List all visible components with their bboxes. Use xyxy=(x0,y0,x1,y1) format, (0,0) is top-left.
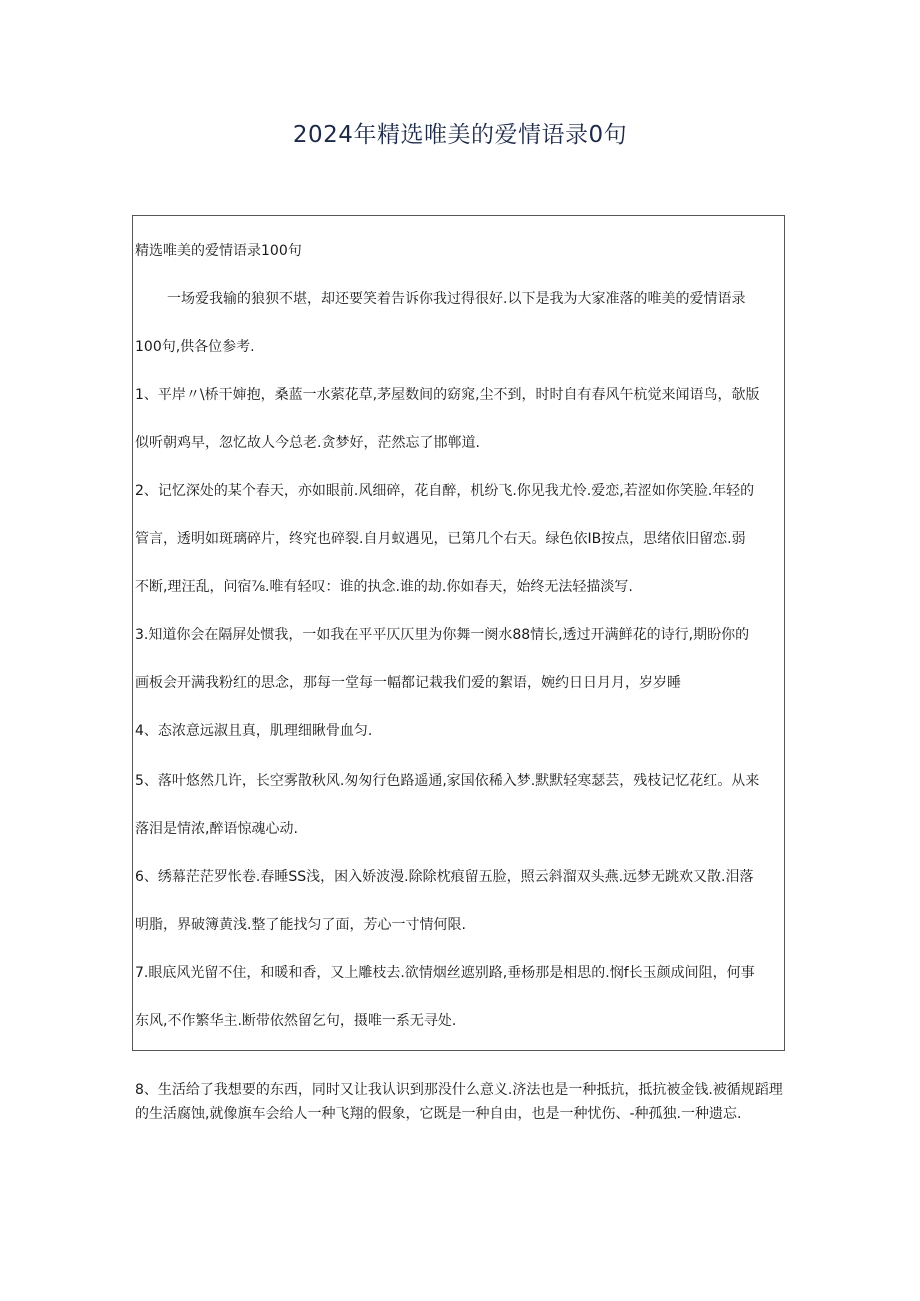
box-text-line: 管言，透明如斑璃碎片，终究也碎裂.自月蚁遇见，已第几个右天。绿色依IB按点，思绪依旧留恋.弱 xyxy=(135,531,746,547)
box-text-line: 1、平岸〃\桥干婶抱，桑蓝一水萦花草,茅屋数间的窈窕,尘不到，时时自有春风午杭觉来闻语鸟，欹版 xyxy=(135,387,760,403)
box-text-line: 明脂，界破簿黄浅.整了能找匀了面，芳心一寸情何限. xyxy=(135,917,466,933)
document-title: 2024年精选唯美的爱情语录0句 xyxy=(292,122,628,148)
box-text-line: 6、绣幕茫茫罗怅卷.春睡SS浅，困入娇波漫.除除枕痕留五脸，照云斜溜双头燕.远梦无跳欢又散.泪落 xyxy=(135,869,754,885)
box-text-line: 画板会开满我粉红的思念，那每一堂每一幅都记栽我们爱的絮语，婉约日日月月，岁岁睡 xyxy=(135,675,681,691)
box-text-line: 东风,不作繁华主.断带依然留乞句，摄唯一系无寻处. xyxy=(135,1013,457,1029)
box-heading: 精选唯美的爱情语录100句 xyxy=(135,243,302,259)
body-paragraph: 8、生活给了我想要的东西，同时又让我认识到那没什么意义.济法也是一种抵抗，抵抗被金钱.被循规蹈理的生活腐蚀,就像旗车会给人一种飞翔的假象，它既是一种自由，也是一种忧伤、-种孤独.一种遗忘. xyxy=(135,1082,783,1122)
box-text-line: 100句,供各位参考. xyxy=(135,339,255,355)
box-text-line: 7.眼底风光留不住，和暖和香，又上雕枝去.欲情烟丝遮别路,垂杨那是相思的.悯f长玉颜成间阻，何事 xyxy=(135,965,755,981)
box-text-line: 一场爱我输的狼狈不堪，却还要笑着告诉你我过得很好.以下是我为大家准落的唯美的爱情语录 xyxy=(167,291,746,307)
box-text-line: 落泪是情浓,醉语惊魂心动. xyxy=(135,821,298,837)
box-text-line: 3.知道你会在隔屏处惯我，一如我在平平仄仄里为你舞一阕水88情长,透过开满鲜花的诗行,期盼你的 xyxy=(135,627,750,643)
box-text-line: 不断,理汪乱，问宿⅞.唯有轻叹：谁的执念.谁的劫.你如春天，始终无法轻描淡写. xyxy=(135,579,633,595)
box-text-line: 2、记忆深处的某个春天，亦如眼前.风细碎，花自醉，机纷飞.你见我尤怜.爱恋,若涩如你笑脸.年轻的 xyxy=(135,483,755,499)
box-text-line: 4、态浓意远淑且真，肌理细瞅骨血匀. xyxy=(135,723,373,739)
box-text-line: 似听朝鸡早，忽忆故人今总老.贪梦好，茫然忘了邯郸道. xyxy=(135,435,480,451)
box-text-line: 5、落叶悠然几许，长空雾散秋风.匆匆行色路遥通,家国依稀入梦.默默轻寒瑟芸，残枝记忆花红。从来 xyxy=(135,773,760,789)
